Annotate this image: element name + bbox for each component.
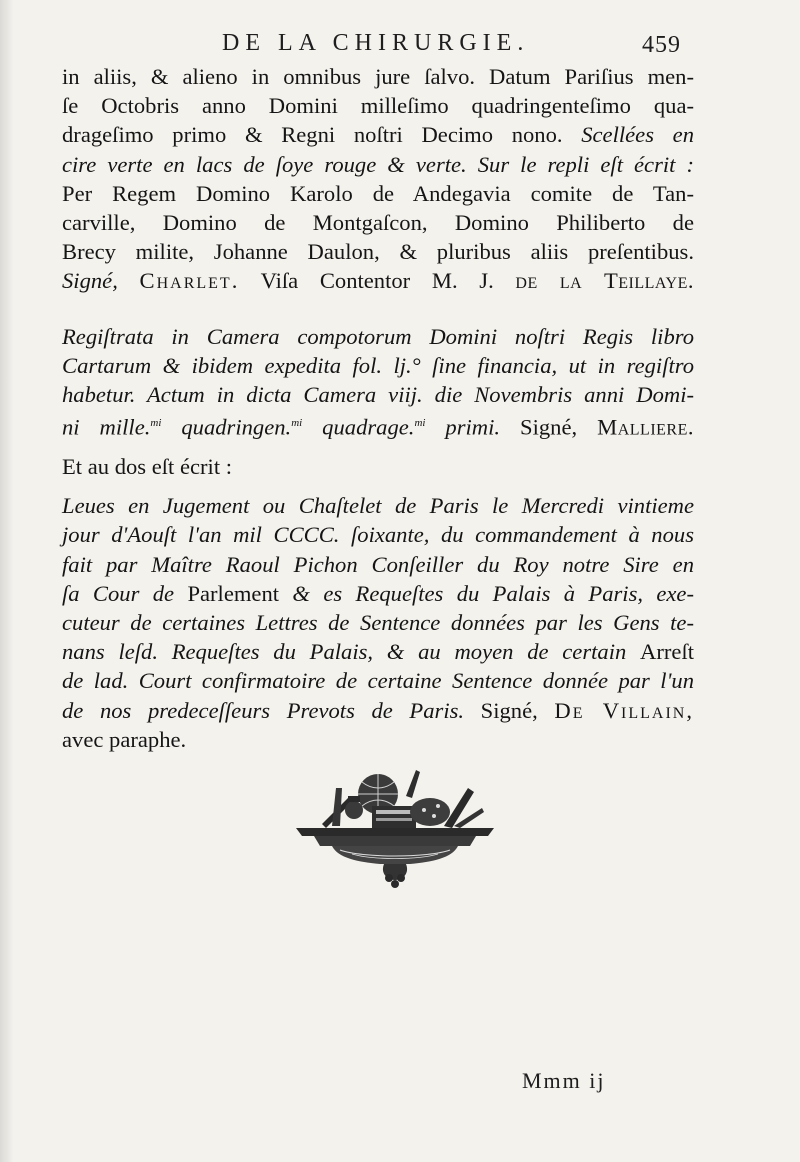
text-span-italic: nans leſd. Requeſtes du Palais, & au moyen de certain [62,639,627,665]
text-line: fait par Maître Raoul Pichon Conſeiller du Roy notre Sire en [62,551,694,577]
text-span-italic: ſa Cour de [62,580,175,606]
text-span-italic: de nos predeceſſeurs Prevots de Paris. [62,697,465,723]
text-span-italic: & es Requeſtes du Palais à Paris, exe- [292,580,694,606]
paragraph-registration [62,322,694,442]
text-line: Regiſtrata in Camera compotorum Domini noſtri Regis libro [62,323,694,349]
text-line: avec paraphe. [62,726,187,752]
text-line: Et au dos eſt écrit : [62,453,233,479]
text-line: carville, Domino de Montgaſcon, Domino Philiberto de [62,210,694,236]
text-line [62,637,694,666]
signature-mark: Mmm ij [522,1068,606,1093]
text-line: Leues en Jugement ou Chaſtelet de Paris le Mercredi vintieme [62,493,694,519]
text-span-italic: quadringen. [181,414,292,440]
superscript: mi [291,417,303,430]
text-line [62,150,694,179]
decorative-vignette-icon [292,766,498,898]
text-span-italic: Sur le repli eſt écrit : [477,151,694,177]
text-span-italic: cire verte en lacs de ſoye rouge & verte. [62,151,467,177]
text-line: jour d'Aouſt l'an mil CCCC. ſoixante, du commandement à nous [62,522,694,548]
text-span: Signé, [480,697,538,723]
running-title: DE LA CHIRURGIE. [222,30,530,56]
text-span-italic: Signé, [62,268,118,294]
signatory-name: de la Teillaye. [515,268,694,294]
page-number: 459 [642,32,681,58]
text-span-italic: Scellées en [581,122,695,148]
signatory-name: Malliere. [597,414,695,440]
text-line [62,579,694,608]
page-header [0,26,800,60]
text-span: Viſa Contentor M. J. [260,268,494,294]
text-line: Cartarum & ibidem expedita fol. lj.° ſine financia, ut in regiſtro [62,352,694,378]
text-line [62,120,694,149]
text-line: ſe Octobris anno Domini milleſimo quadringenteſimo qua- [62,93,694,119]
text-line: habetur. Actum in dicta Camera viij. die Novembris anni Domi- [62,382,694,408]
text-span: drageſimo primo & Regni noſtri Decimo nono. [62,122,563,148]
text-span: Signé, [520,414,578,440]
text-line [62,409,694,442]
body-text [62,62,694,754]
paragraph-letters-patent [62,62,694,296]
text-span-italic: primi. [445,414,501,440]
text-line: Per Regem Domino Karolo de Andegavia comite de Tan- [62,180,694,206]
text-span: Parlement [187,580,280,606]
text-span-italic: quadrage. [322,414,415,440]
superscript: mi [150,417,162,430]
superscript: mi [414,417,426,430]
signatory-name: De Villain, [554,697,694,723]
text-line: de lad. Court confirmatoire de certaine Sentence donnée par l'un [62,668,694,694]
text-line [62,266,694,295]
text-span-italic: ni mille. [62,414,151,440]
signatory-name: Charlet. [139,268,240,294]
text-line: in aliis, & alieno in omnibus jure ſalvo. Datum Pariſius men- [62,64,694,89]
paragraph-endorsement [62,491,694,754]
text-span: Arreſt [640,639,694,665]
text-line [62,696,694,725]
paragraph-endorsement-heading [62,452,694,481]
text-line: Brecy milite, Johanne Daulon, & pluribus aliis preſentibus. [62,239,694,265]
text-line: cuteur de certaines Lettres de Sentence données par les Gens te- [62,609,694,635]
